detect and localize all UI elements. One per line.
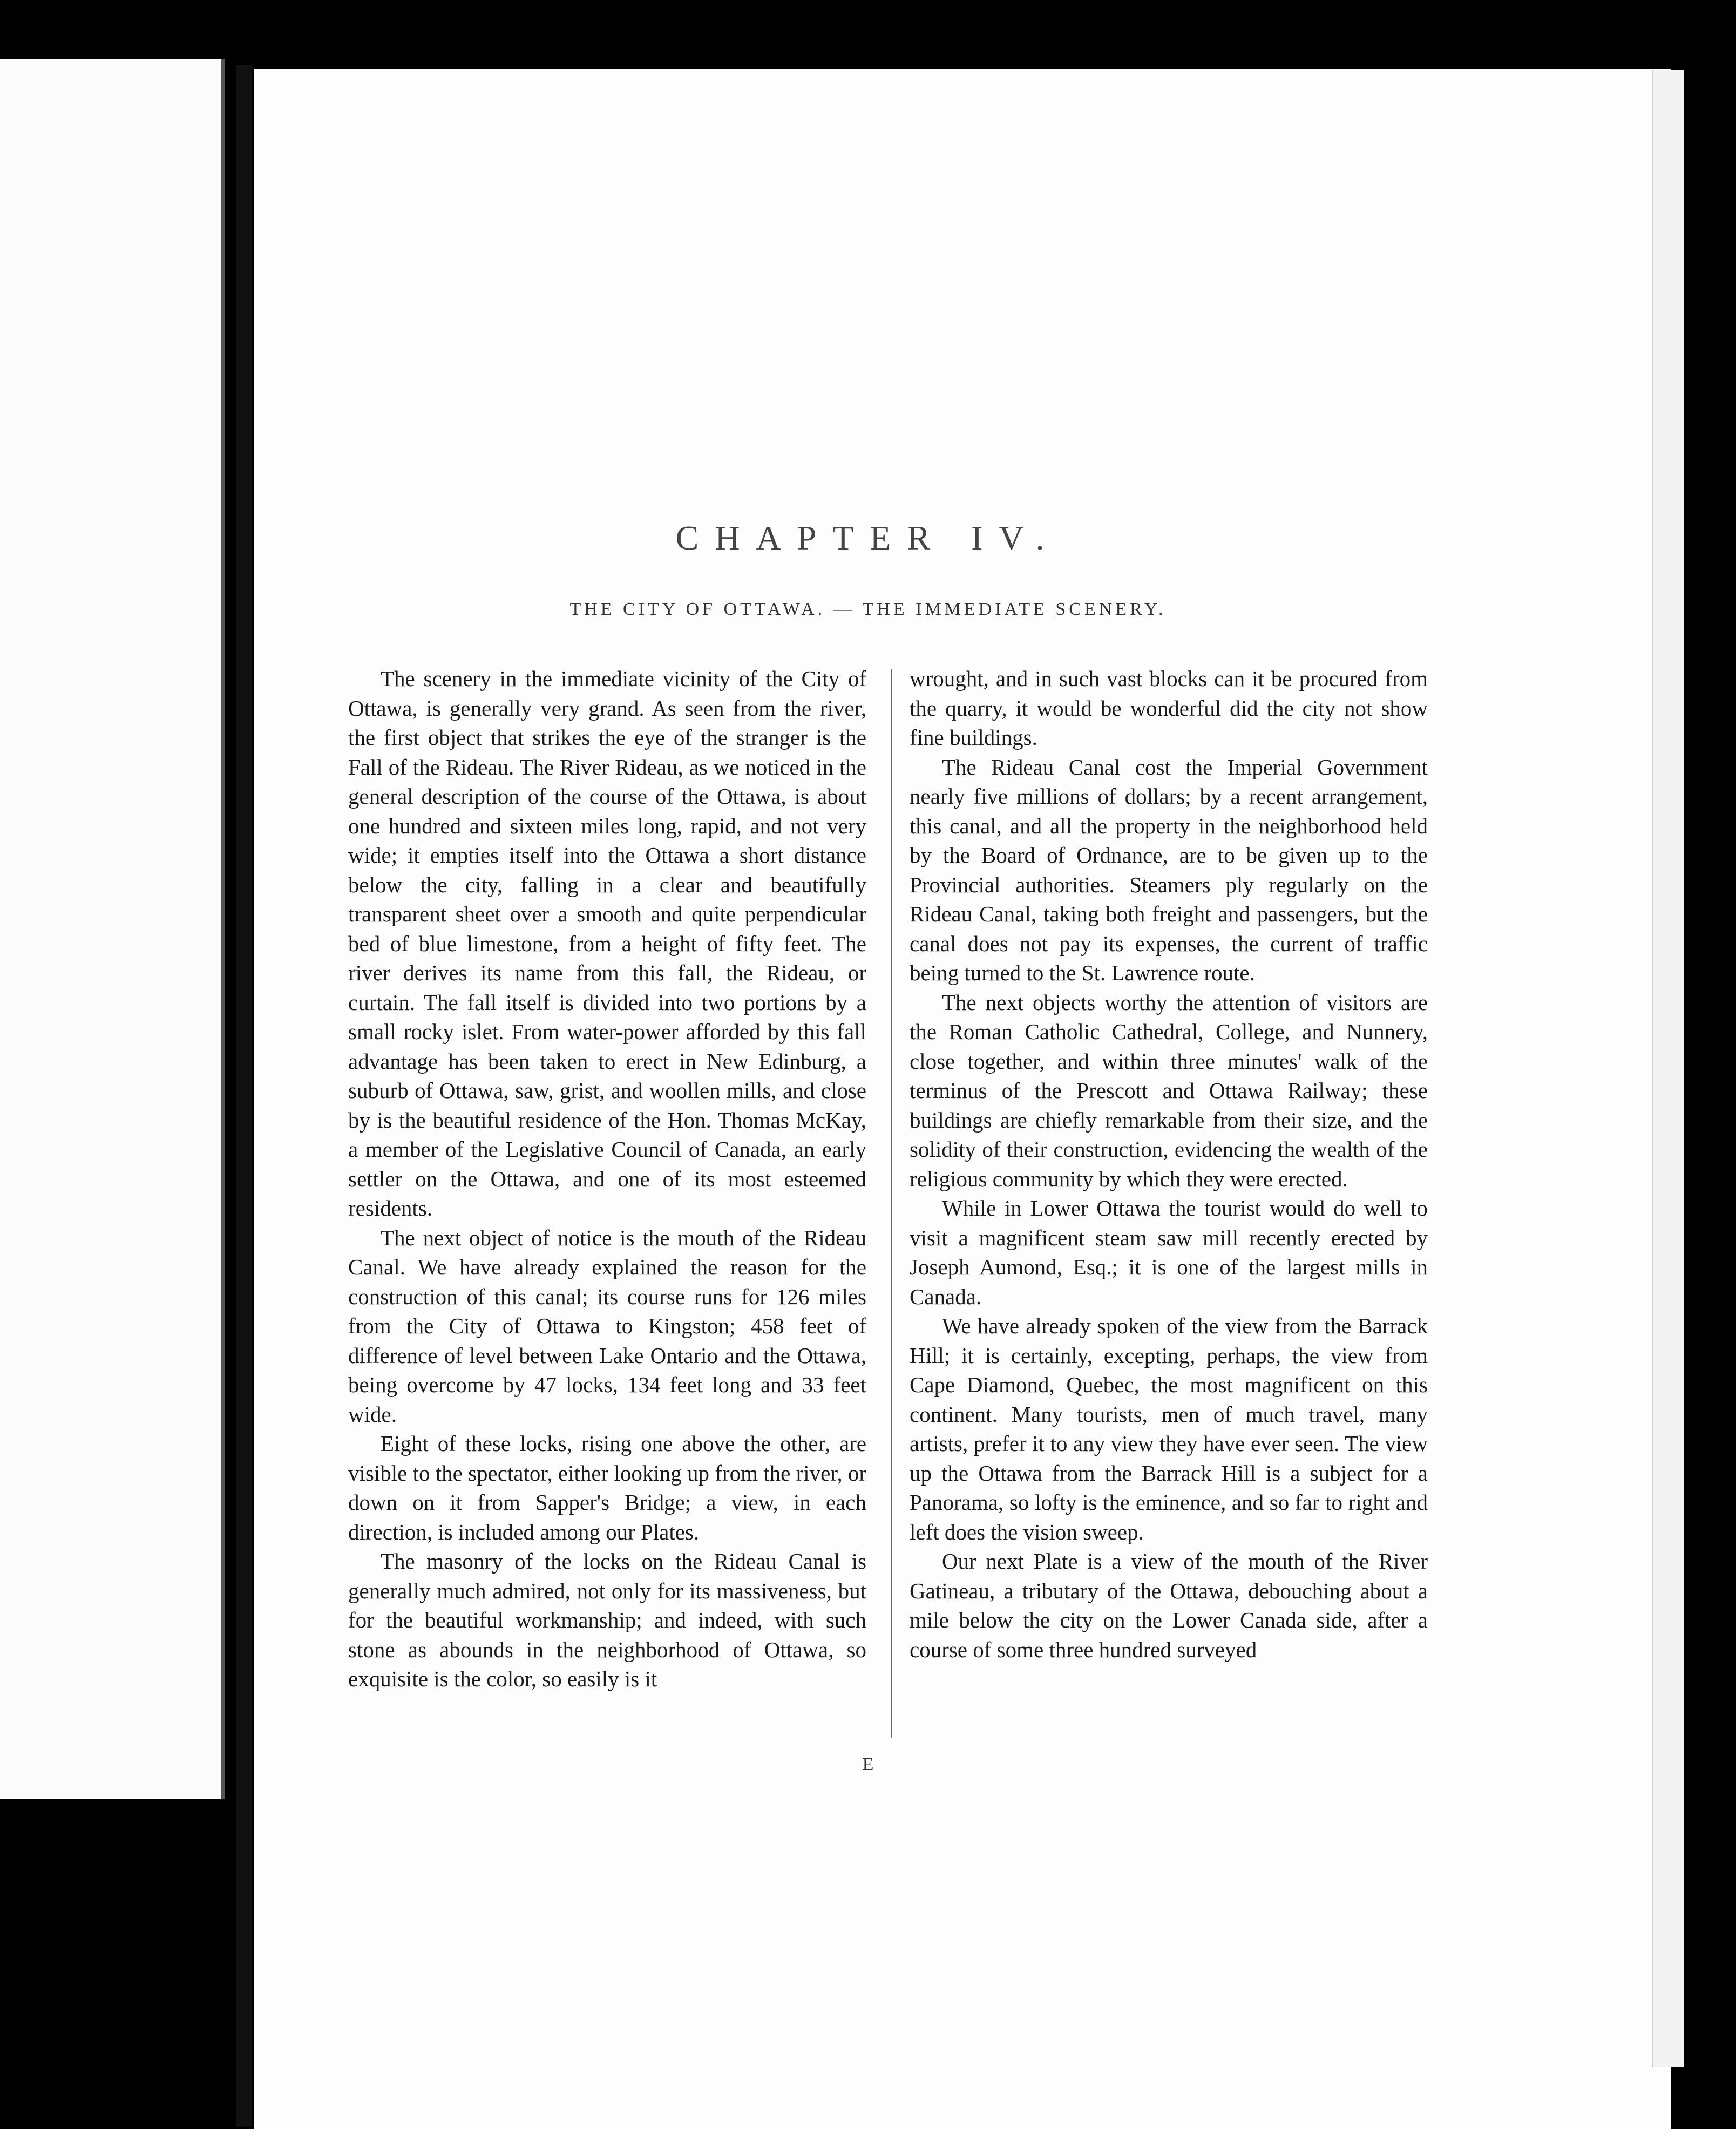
paragraph: The next objects worthy the attention of visitors are the Roman Catholic Cathedral, College, and Nunnery, close together, and within three minutes' walk of the terminus of the Prescott and Ottawa Railway; these buildings are chiefly remarkable from their size, and the solidity of their construction, evidencing the wealth of the religious community by which they were erected. bbox=[910, 989, 1428, 1191]
chapter-subtitle: THE CITY OF OTTAWA. — THE IMMEDIATE SCENERY. bbox=[569, 599, 1167, 619]
paragraph: The next object of notice is the mouth of the Rideau Canal. We have already explained the reason for the construction of this canal; its course runs for 126 miles from the City of Ottawa to Kingston; 458 feet of difference of level between Lake Ontario and the Ottawa, being overcome by 47 locks, 134 feet long and 33 feet wide. bbox=[348, 1225, 866, 1427]
paragraph: Eight of these locks, rising one above the other, are visible to the spectator, either looking up from the river, or down on it from Sapper's Bridge; a view, in each direction, is included among our Plates. bbox=[348, 1431, 866, 1544]
paragraph: The masonry of the locks on the Rideau Canal is generally much admired, not only for its massiveness, but for the beautiful workmanship; and indeed, with such stone as abounds in the neighborhood of Ottawa, so exquisite is the color, so easily is it bbox=[348, 1549, 866, 1691]
paragraph: wrought, and in such vast blocks can it be procured from the quarry, it would be wonderful did the city not show fine buildings. bbox=[910, 666, 1428, 750]
left-page-edge bbox=[0, 59, 225, 1799]
left-text-column bbox=[348, 664, 866, 1694]
paragraph: Our next Plate is a view of the mouth of the River Gatineau, a tributary of the Ottawa, debouching about a mile below the city on the Lower Canada side, after a course of some three hundred surveyed bbox=[910, 1549, 1428, 1662]
paragraph: The scenery in the immediate vicinity of the City of Ottawa, is generally very grand. As seen from the river, the first object that strikes the eye of the stranger is the Fall of the Rideau. The River Rideau, as we noticed in the general description of the course of the Ottawa, is about one hundred and sixteen miles long, rapid, and not very wide; it empties itself into the Ottawa a short distance below the city, falling in a clear and beautifully transparent sheet over a smooth and quite perpendicular bed of blue limestone, from a height of fifty feet. The river derives its name from this fall, the Rideau, or curtain. The fall itself is divided into two portions by a small rocky islet. From water-power afforded by this fall advantage has been taken to erect in New Edinburg, a suburb of Ottawa, saw, grist, and woollen mills, and close by is the beautiful residence of the Hon. Thomas McKay, a member of the Legislative Council of Canada, an early settler on the Ottawa, and one of its most esteemed residents. bbox=[348, 666, 866, 1221]
paragraph: The Rideau Canal cost the Imperial Government nearly five millions of dollars; by a recent arrangement, this canal, and all the property in the neighborhood held by the Board of Ordnance, are to be given up to the Provincial authorities. Steamers ply regularly on the Rideau Canal, taking both freight and passengers, but the canal does not pay its expenses, the current of traffic being turned to the St. Lawrence route. bbox=[910, 754, 1428, 985]
right-text-column bbox=[910, 664, 1428, 1664]
chapter-title: CHAPTER IV. bbox=[675, 519, 1061, 557]
paragraph: We have already spoken of the view from the Barrack Hill; it is certainly, excepting, perhaps, the view from Cape Diamond, Quebec, the most magnificent on this continent. Many tourists, men of much travel, many artists, prefer it to any view they have ever seen. The view up the Ottawa from the Barrack Hill is a subject for a Panorama, so lofty is the eminence, and so far to right and left does the vision sweep. bbox=[910, 1313, 1428, 1544]
book-gutter bbox=[236, 65, 252, 2127]
paragraph: While in Lower Ottawa the tourist would do well to visit a magnificent steam saw mill recently erected by Joseph Aumond, Esq.; it is one of the largest mills in Canada. bbox=[910, 1196, 1428, 1309]
signature-mark: E bbox=[862, 1754, 874, 1774]
column-divider bbox=[891, 669, 892, 1738]
